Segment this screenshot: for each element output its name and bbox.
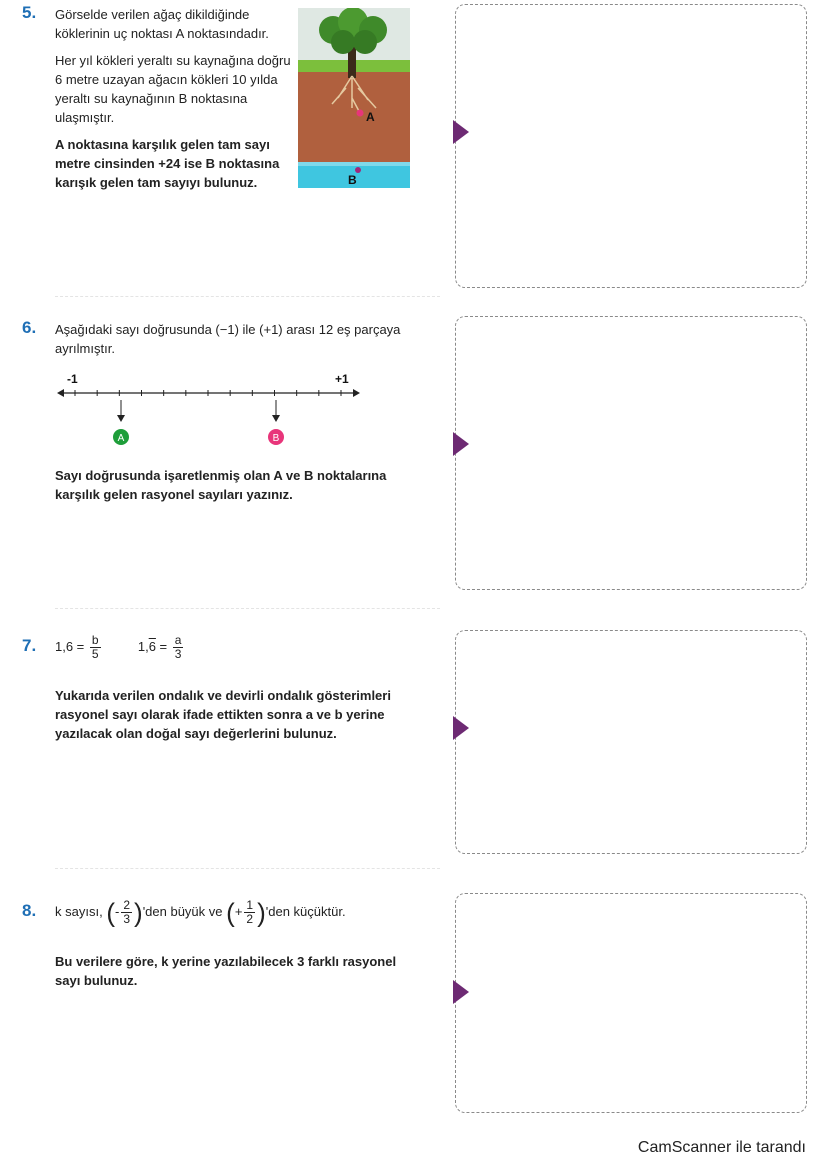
separator-6	[55, 608, 440, 609]
q8-frac2-numerator: 1	[246, 898, 254, 913]
q7-expr2-int: 1,	[137, 639, 149, 654]
question-6-line1: Aşağıdaki sayı doğrusunda (−1) ile (+1) arası 12 eş parçaya ayrılmıştır.	[55, 322, 401, 356]
answer-box-8[interactable]	[455, 893, 807, 1113]
answer-pointer-6-icon	[453, 432, 469, 456]
question-5-line1: Görselde verilen ağaç dikildiğinde köklerinin uç noktası A noktasındadır.	[55, 7, 269, 41]
q5-label-b: B	[348, 173, 357, 187]
question-5-number: 5.	[22, 3, 37, 22]
question-5-text	[55, 5, 295, 200]
q7-expr2-fraction	[173, 634, 184, 661]
tree-illustration	[298, 8, 410, 188]
q8-frac1-numerator: 2	[123, 898, 131, 913]
q8-prefix: k sayısı,	[55, 904, 103, 919]
number-line-right-label: +1	[335, 372, 349, 386]
number-line-point-b: B	[272, 433, 280, 444]
q7-expr2-repeating: 6	[148, 639, 156, 654]
q8-mid: 'den büyük ve	[142, 904, 223, 919]
number-line-left-label: -1	[67, 372, 78, 386]
q8-frac1-denominator: 3	[123, 912, 131, 927]
q8-frac2	[244, 899, 255, 926]
q8-frac2-denominator: 2	[246, 912, 254, 927]
answer-pointer-5-icon	[453, 120, 469, 144]
question-8-line2: Bu verilere göre, k yerine yazılabilecek 3 farklı rasyonel sayı bulunuz.	[55, 954, 397, 988]
question-7-line2: Yukarıda verilen ondalık ve devirli ondalık gösterimleri rasyonel sayı olarak ifade ettikten sonra a ve b yerine yazılacak olan doğal sayı değerlerini bulunuz.	[55, 688, 391, 741]
q7-expr1-fraction	[90, 634, 101, 661]
question-7-number: 7.	[22, 636, 37, 655]
answer-pointer-8-icon	[453, 980, 469, 1004]
q7-expr2-eq: =	[155, 639, 168, 654]
question-7-expressions	[55, 632, 255, 662]
q8-frac2-sign: +	[234, 904, 243, 919]
answer-pointer-7-icon	[453, 716, 469, 740]
q7-expr2-numerator: a	[174, 633, 182, 648]
question-6-number: 6.	[22, 318, 37, 337]
scanner-footer: CamScanner ile tarandı	[637, 1139, 806, 1156]
question-8-number: 8.	[22, 901, 37, 920]
q8-suffix: 'den küçüktür.	[265, 904, 346, 919]
q7-expr1-denominator: 5	[91, 647, 99, 662]
separator-7	[55, 868, 440, 869]
q8-frac1	[121, 899, 132, 926]
q5-label-a: A	[366, 110, 375, 124]
q8-frac1-sign: -	[114, 904, 120, 919]
q7-expr1-left: 1,6 =	[55, 639, 85, 654]
separator-5	[55, 296, 440, 297]
number-line	[55, 368, 365, 458]
question-6-line2: Sayı doğrusunda işaretlenmiş olan A ve B noktalarına karşılık gelen rasyonel sayıları yazınız.	[55, 468, 387, 502]
question-5-line2: Her yıl kökleri yeraltı su kaynağına doğru 6 metre uzayan ağacın kökleri 10 yılda yeraltı su kaynağının B noktasına ulaşmıştır.	[55, 53, 291, 125]
answer-box-7[interactable]	[455, 630, 807, 854]
q7-expr1-numerator: b	[91, 633, 99, 648]
q7-expr2-denominator: 3	[174, 647, 182, 662]
answer-box-6[interactable]	[455, 316, 807, 590]
question-8-line1: k sayısı, (- $\frac{2}{3}$ )'den büyük ve (+ $\frac{1}{2}$ )'den küçüktür.	[55, 897, 346, 928]
answer-box-5[interactable]	[455, 4, 807, 288]
question-5-line3: A noktasına karşılık gelen tam sayı metre cinsinden +24 ise B noktasına karışık gelen tam sayıyı bulunuz.	[55, 137, 280, 190]
number-line-point-a: A	[117, 433, 125, 444]
